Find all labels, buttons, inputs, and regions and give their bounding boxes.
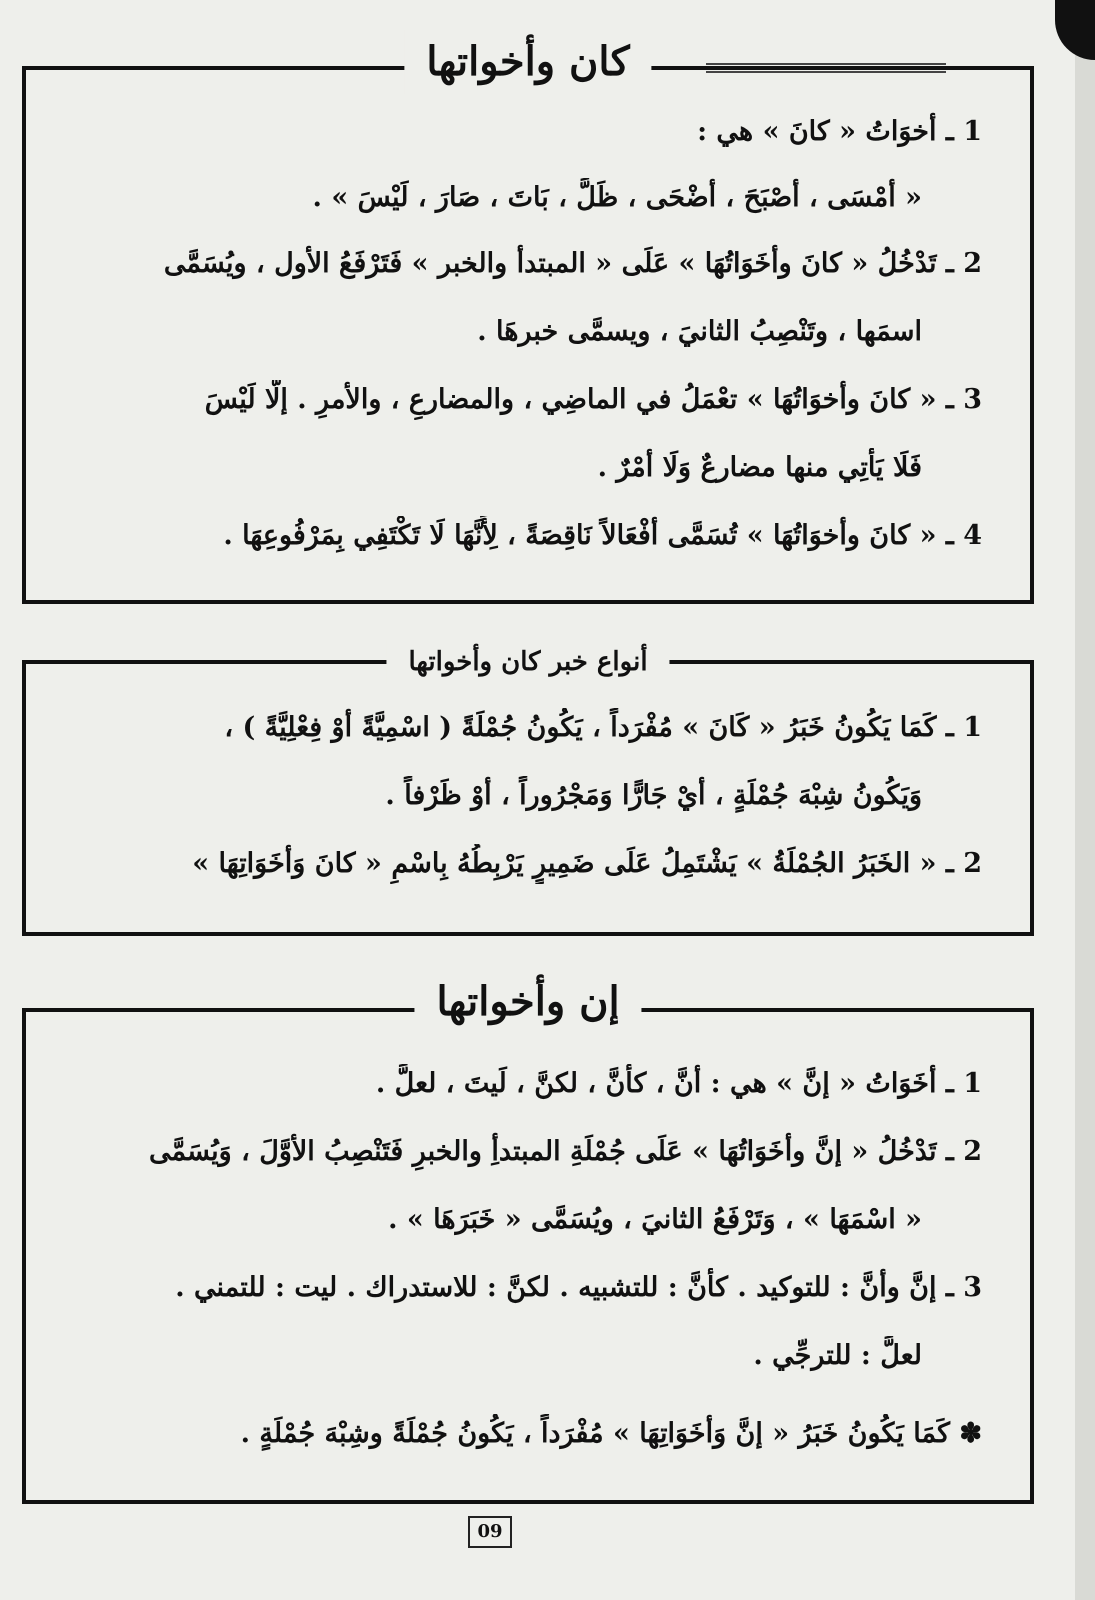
section-khabar-line-3: 2 ـ « الخَبَرُ الجُمْلَةُ » يَشْتَمِلُ عَلَى ضَمِيرٍ يَرْبِطُهُ بِاسْمِ « كانَ وَأخَوَاتِهَا » [192,848,982,879]
section-kana-line-4: اسمَها ، وتَنْصِبُ الثانيَ ، ويسمَّى خبرهَا . [477,316,922,347]
section-kana-line-5: 3 ـ « كانَ وأخوَاتُهَا » تعْمَلُ في الماضِي ، والمضارعِ ، والأمرِ . إلَّا لَيْسَ [204,384,982,415]
section-kana-line-3: 2 ـ تَدْخُلُ « كانَ وأخَوَاتُهَا » عَلَى « المبتدأ والخبر » فَتَرْفَعُ الأول ، ويُسَمَّى [163,248,982,279]
section-kana-title: كان وأخواتها [404,30,651,94]
page-number: 09 [468,1516,512,1548]
section-inna-line-1: 1 ـ أخَوَاتُ « إنَّ » هي : أنَّ ، كأنَّ ، لكنَّ ، لَيتَ ، لعلَّ . [375,1068,982,1099]
section-inna-line-6: ✽ كَمَا يَكُونُ خَبَرُ « إنَّ وَأخَوَاتِهَا » مُفْرَداً ، يَكُونُ جُمْلَةً وشِبْهَ جُمْلَةٍ . [240,1418,982,1449]
section-kana-line-6: فَلَا يَأْتِي منها مضارعٌ وَلَا أمْرٌ . [597,452,922,483]
section-khabar-line-2: وَيَكُونُ شِبْهَ جُمْلَةٍ ، أيْ جَارًّا وَمَجْرُوراً ، أوْ ظَرْفاً . [385,780,922,811]
section-inna-line-5: لعلَّ : للترجِّي . [753,1340,922,1371]
section-kana-line-2: « أمْسَى ، أصْبَحَ ، أضْحَى ، ظَلَّ ، بَاتَ ، صَارَ ، لَيْسَ » . [312,182,922,213]
section-inna-box [22,978,1034,1504]
section-kana-line-7: 4 ـ « كانَ وأخوَاتُهَا » تُسَمَّى أفْعَالاً نَاقِصَةً ، لِأَنَّهَا لَا تَكْتَفِي بِمَرْفُوعِهَا . [223,520,982,551]
section-kana-line-1: 1 ـ أخوَاتُ « كانَ » هي : [697,116,982,147]
section-khabar-title: أنواع خبر كان وأخواتها [386,640,669,684]
title-ornament [706,63,946,73]
page-edge [1075,0,1095,1600]
section-inna-line-2: 2 ـ تَدْخُلُ « إنَّ وأخَوَاتُهَا » عَلَى جُمْلَةِ المبتدأِ والخبرِ فَتَنْصِبُ الأوَّلَ ، وَيُسَمَّى [148,1136,982,1167]
section-inna-line-3: « اسْمَهَا » ، وَتَرْفَعُ الثانيَ ، ويُسَمَّى « خَبَرَهَا » . [388,1204,922,1235]
section-inna-line-4: 3 ـ إنَّ وأنَّ : للتوكيد . كأنَّ : للتشبيه . لكنَّ : للاستدراك . ليت : للتمني . [175,1272,982,1303]
section-kana-box [22,38,1034,604]
section-khabar-line-1: 1 ـ كَمَا يَكُونُ خَبَرُ « كَانَ » مُفْرَداً ، يَكُونُ جُمْلَةً ( اسْمِيَّةً أوْ فِعْلِيَّةً ) ، [224,712,982,743]
section-inna-title: إن وأخواتها [414,970,641,1034]
section-khabar-box [22,647,1034,936]
